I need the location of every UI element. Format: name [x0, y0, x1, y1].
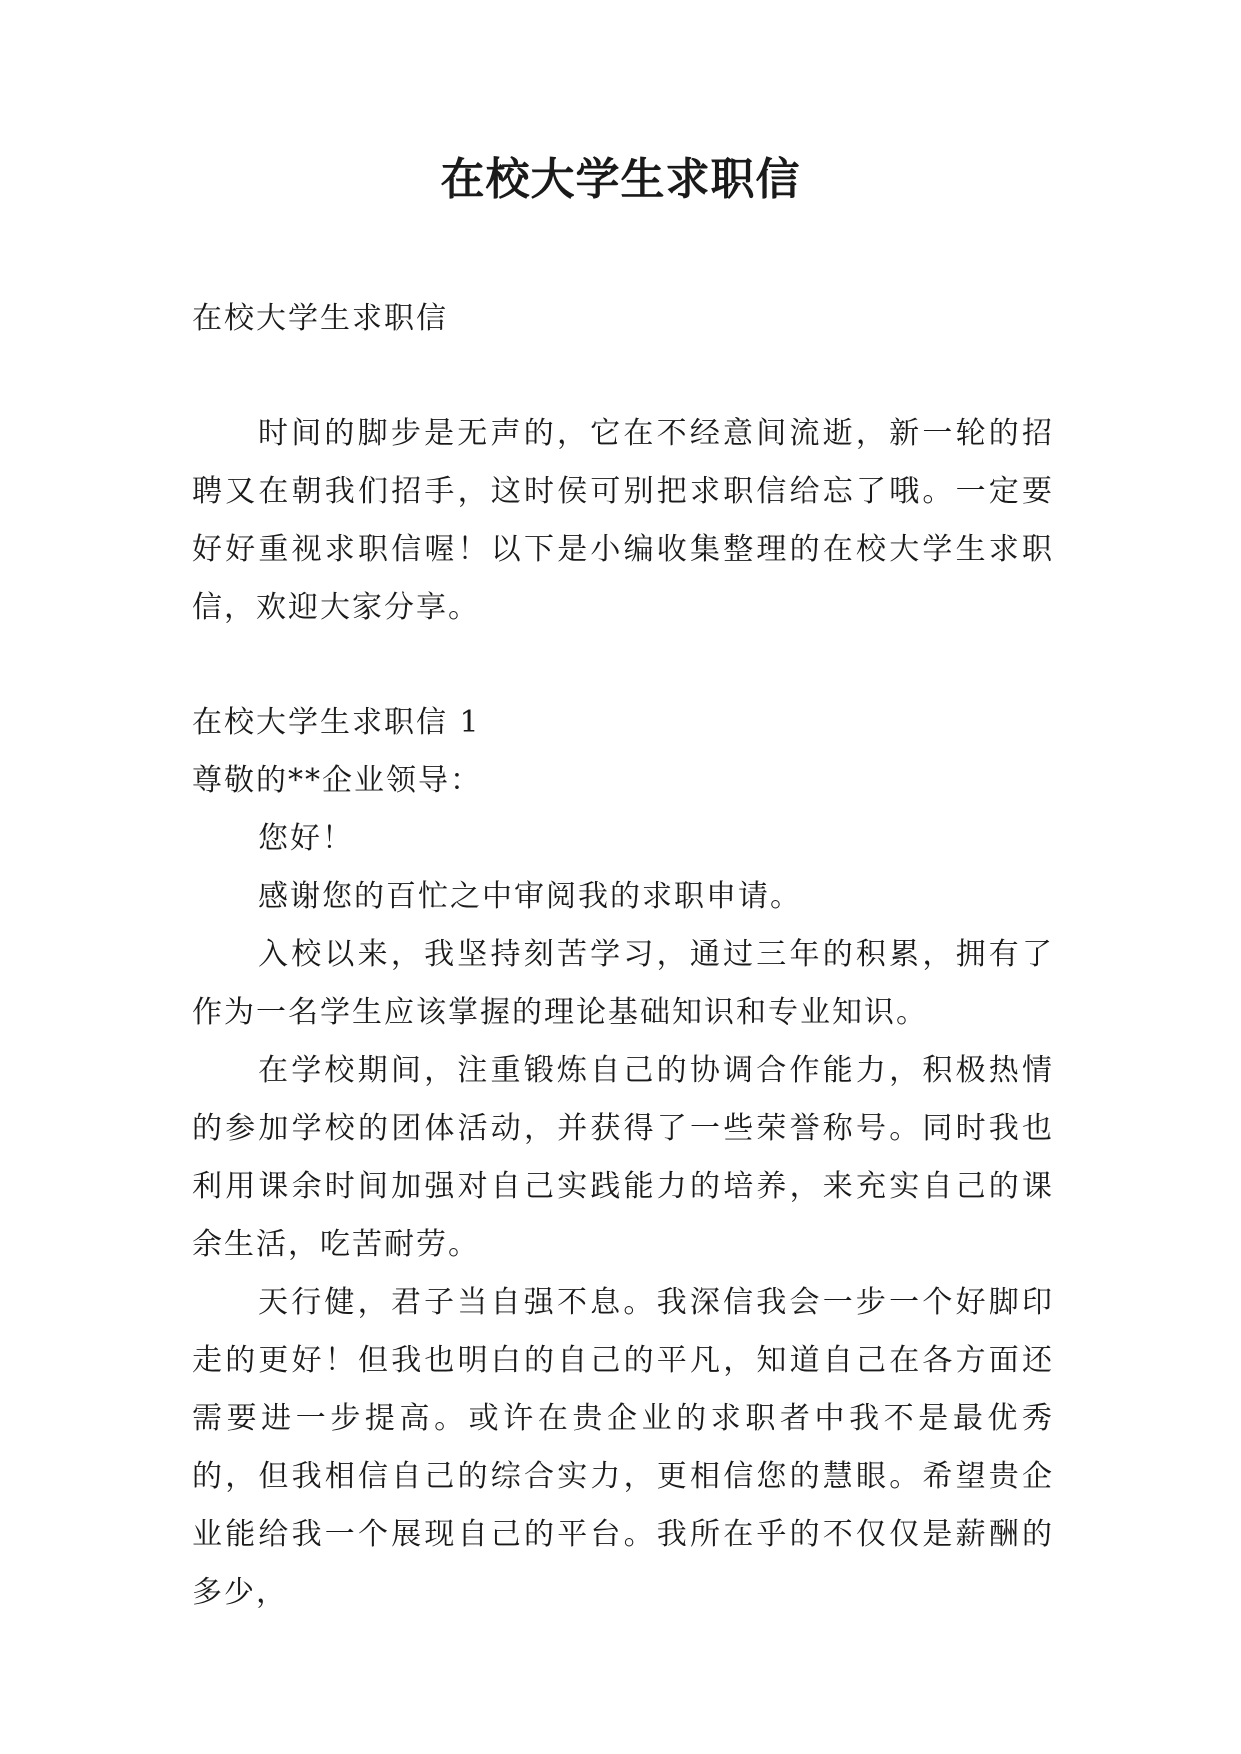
body-paragraph: 在学校期间，注重锻炼自己的协调合作能力，积极热情的参加学校的团体活动，并获得了一些荣誉称号。同时我也利用课余时间加强对自己实践能力的培养，来充实自己的课余生活，吃苦耐劳。 — [192, 1053, 1054, 1262]
document-body — [192, 290, 1054, 1622]
body-paragraph: 天行健，君子当自强不息。我深信我会一步一个好脚印走的更好！但我也明白的自己的平凡，知道自己在各方面还需要进一步提高。或许在贵企业的求职者中我不是最优秀的，但我相信自己的综合实力，更相信您的慧眼。希望贵企业能给我一个展现自己的平台。我所在乎的不仅仅是薪酬的多少， — [192, 1285, 1054, 1610]
intro-paragraph: 时间的脚步是无声的，它在不经意间流逝，新一轮的招聘又在朝我们招手，这时侯可别把求职信给忘了哦。一定要好好重视求职信喔！以下是小编收集整理的在校大学生求职信，欢迎大家分享。 — [192, 416, 1054, 625]
letter-heading: 在校大学生求职信 1 — [192, 705, 481, 740]
body-paragraph: 入校以来，我坚持刻苦学习，通过三年的积累，拥有了作为一名学生应该掌握的理论基础知识和专业知识。 — [192, 937, 1054, 1030]
greeting: 您好！ — [258, 821, 354, 856]
section-heading: 在校大学生求职信 — [192, 301, 448, 336]
salutation: 尊敬的**企业领导： — [192, 763, 482, 798]
document-title: 在校大学生求职信 — [440, 154, 801, 205]
body-paragraph: 感谢您的百忙之中审阅我的求职申请。 — [258, 879, 802, 914]
